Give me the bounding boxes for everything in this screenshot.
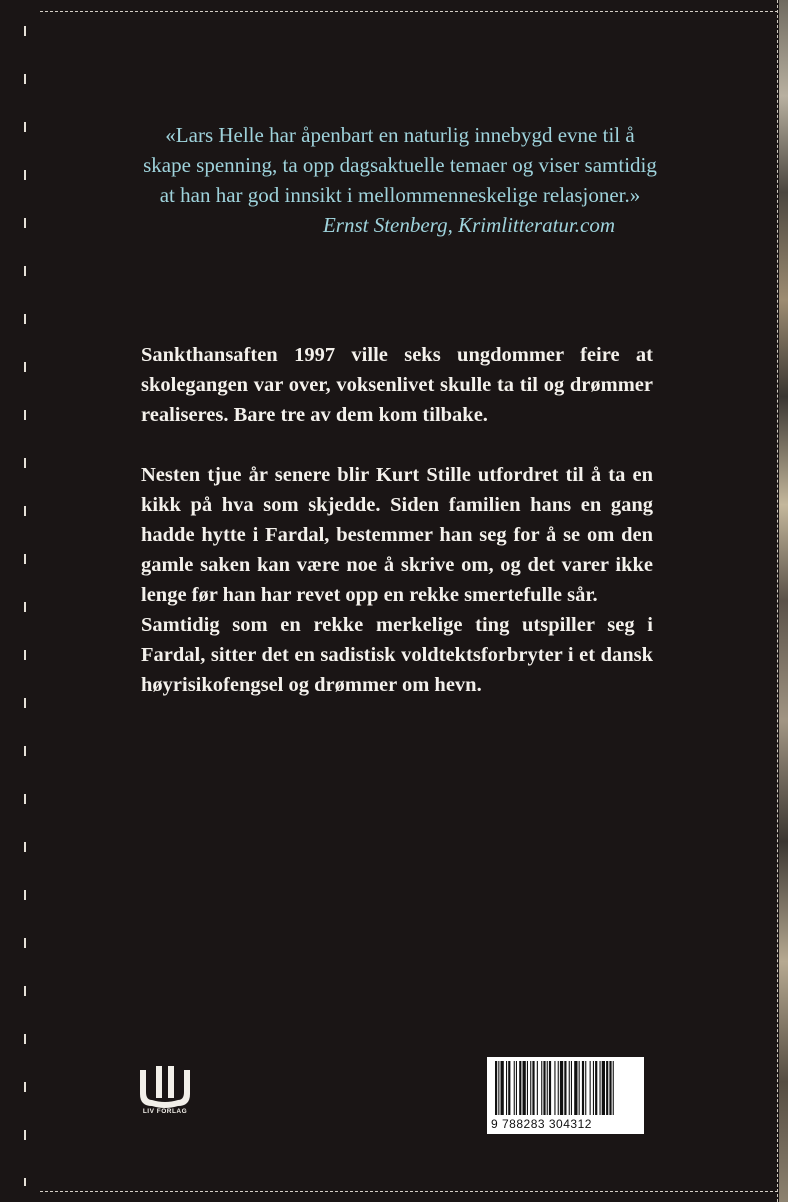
blurb-paragraph-1: Sankthansaften 1997 ville seks ungdommer feire at skolegangen var over, voksenlivet skulle ta til og drømmer realiseres. Bare tre av dem kom tilbake. <box>141 344 653 426</box>
blurb-paragraph-3: Samtidig som en rekke merkelige ting utspiller seg i Fardal, sitter det en sadistisk voldtektsforbryter i et dansk høyrisikofengsel og drømmer om hevn. <box>141 614 653 696</box>
barcode-bar <box>501 1061 504 1115</box>
barcode-bar <box>543 1061 545 1115</box>
liv-forlag-logo-icon <box>132 1060 198 1126</box>
barcode-bar <box>514 1061 515 1115</box>
barcode-bars <box>487 1057 644 1117</box>
trim-line-left <box>24 26 26 1186</box>
isbn-barcode <box>487 1057 644 1134</box>
barcode-bar <box>495 1061 497 1115</box>
barcode-bar <box>564 1061 566 1115</box>
book-blurb <box>141 340 653 700</box>
review-quote <box>140 120 660 240</box>
barcode-bar <box>558 1061 559 1115</box>
barcode-bar <box>554 1061 555 1115</box>
barcode-bar <box>613 1061 614 1115</box>
barcode-bar <box>606 1061 608 1115</box>
trim-line-top <box>40 11 778 12</box>
barcode-bar <box>590 1061 591 1115</box>
front-cover-edge-artwork <box>779 0 788 1202</box>
barcode-bar <box>549 1061 551 1115</box>
barcode-bar <box>537 1061 538 1115</box>
barcode-bar <box>602 1061 605 1115</box>
isbn-digits: 9 788283 304312 <box>491 1117 592 1131</box>
blurb-paragraph-2: Nesten tjue år senere blir Kurt Stille utfordret til å ta en kikk på hva som skjedde. Siden familien hans en gang hadde hytte i Fardal, bestemmer han seg for å se om den gamle saken kan være noe å skrive om, og det varer ikke lenge før han har revet opp en rekke smertefulle sår. <box>141 464 653 606</box>
barcode-bar <box>585 1061 586 1115</box>
barcode-bar <box>523 1061 526 1115</box>
trim-line-bottom <box>40 1191 778 1192</box>
barcode-bar <box>508 1061 510 1115</box>
barcode-bar <box>595 1061 597 1115</box>
barcode-bar <box>547 1061 548 1115</box>
barcode-bar <box>532 1061 534 1115</box>
barcode-bar <box>530 1061 531 1115</box>
barcode-bar <box>560 1061 563 1115</box>
barcode-bar <box>600 1061 601 1115</box>
barcode-bar <box>519 1061 521 1115</box>
barcode-bar <box>541 1061 542 1115</box>
barcode-bar <box>582 1061 584 1115</box>
review-quote-attribution: Ernst Stenberg, Krimlitteratur.com <box>322 213 615 237</box>
barcode-bar <box>579 1061 580 1115</box>
barcode-bar <box>571 1061 572 1115</box>
barcode-bar <box>516 1061 517 1115</box>
barcode-bar <box>527 1061 528 1115</box>
barcode-bar <box>569 1061 570 1115</box>
review-quote-text: «Lars Helle har åpenbart en naturlig innebygd evne til å skape spenning, ta opp dagsaktuelle temaer og viser samtidig at han har god innsikt i mellommenneskelige relasjoner.» <box>143 123 657 207</box>
barcode-bar <box>506 1061 507 1115</box>
barcode-bar <box>574 1061 577 1115</box>
barcode-bar <box>498 1061 499 1115</box>
barcode-bar <box>609 1061 611 1115</box>
barcode-bar <box>593 1061 594 1115</box>
publisher-name: LIV FORLAG <box>142 1108 188 1115</box>
